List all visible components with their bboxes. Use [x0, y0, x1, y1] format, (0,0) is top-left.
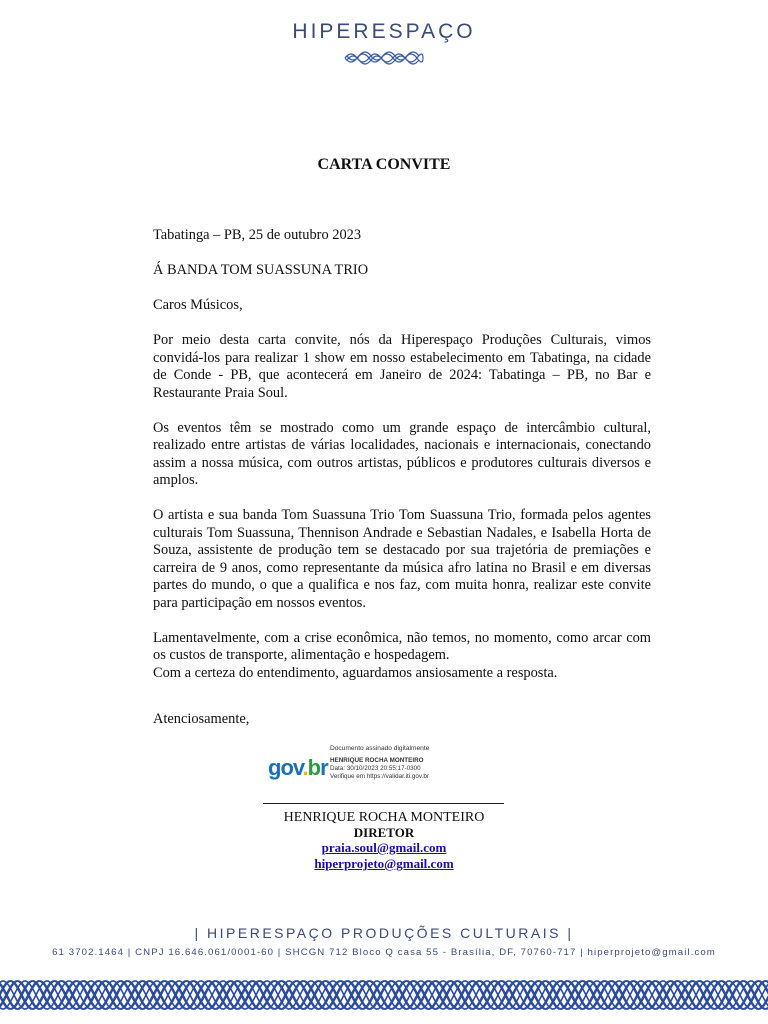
- signature-block: [0, 810, 768, 872]
- paragraph-artist: O artista e sua banda Tom Suassuna Trio Tom Suassuna Trio, formada pelos agentes culturais Tom Suassuna, Thennison Andrade e Sebastian Nadales, e Isabella Horta de Souza, assistente de produção tem se destacado por sua trajetória de premiações e carreira de 9 anos, como representante da música afro latina no Brasil e em diversas partes do mundo, o que a qualifica e nos faz, com muita honra, realizar este convite para participação em nossos eventos.: [153, 507, 651, 611]
- signature-verify: Verifique em https://validar.iti.gov.br: [330, 773, 429, 780]
- govbr-logo: gov.br: [268, 755, 328, 780]
- signature-date: Data: 30/10/2023 20:55:17-0300: [330, 765, 421, 772]
- signature-signer: HENRIQUE ROCHA MONTEIRO: [330, 757, 424, 764]
- email-link-praia-soul[interactable]: praia.soul@gmail.com: [321, 840, 447, 855]
- footer-wave-pattern-icon: [0, 966, 768, 1024]
- closing-line: Atenciosamente,: [153, 711, 250, 727]
- paragraph-costs: Lamentavelmente, com a crise econômica, não temos, no momento, como arcar com os custos de transporte, alimentação e hospedagem.: [153, 629, 651, 663]
- paragraph-events: Os eventos têm se mostrado como um grande espaço de intercâmbio cultural, realizado entre artistas de várias localidades, nacionais e internacionais, conectando assim a nossa música, com outros artistas, públicos e produtores culturais diversos e amplos.: [153, 419, 651, 488]
- footer-contact-info: 61 3702.1464 | CNPJ 16.646.061/0001-60 | SHCGN 712 Bloco Q casa 55 - Brasília, DF, 70760-717 | hiperprojeto@gmail.com: [52, 947, 716, 958]
- recipient-line: Á BANDA TOM SUASSUNA TRIO: [153, 262, 369, 278]
- salutation: Caros Músicos,: [153, 297, 243, 313]
- logo-text: HIPERESPAÇO: [292, 20, 476, 43]
- signature-line: [263, 803, 504, 804]
- letter-body: [153, 227, 651, 729]
- signer-role: DIRETOR: [353, 825, 415, 840]
- wave-pattern-icon: [343, 50, 425, 66]
- signer-name: HENRIQUE ROCHA MONTEIRO: [283, 810, 485, 825]
- signature-metadata: [330, 745, 429, 781]
- digital-signature-stamp: [268, 745, 468, 793]
- page-title: CARTA CONVITE: [317, 156, 451, 173]
- header-logo: [0, 20, 768, 66]
- email-link-hiperprojeto[interactable]: hiperprojeto@gmail.com: [314, 856, 454, 871]
- date-line: Tabatinga – PB, 25 de outubro 2023: [153, 227, 362, 243]
- signature-header: Documento assinado digitalmente: [330, 745, 430, 752]
- paragraph-invitation: Por meio desta carta convite, nós da Hiperespaço Produções Culturais, vimos convidá-los para realizar 1 show em nosso estabelecimento em Tabatinga, na cidade de Conde - PB, que acontecerá em Janeiro de 2024: Tabatinga – PB, no Bar e Restaurante Praia Soul.: [153, 332, 651, 401]
- footer-title: | HIPERESPAÇO PRODUÇÕES CULTURAIS |: [194, 925, 574, 941]
- paragraph-closing-note: Com a certeza do entendimento, aguardamos ansiosamente a resposta.: [153, 664, 558, 681]
